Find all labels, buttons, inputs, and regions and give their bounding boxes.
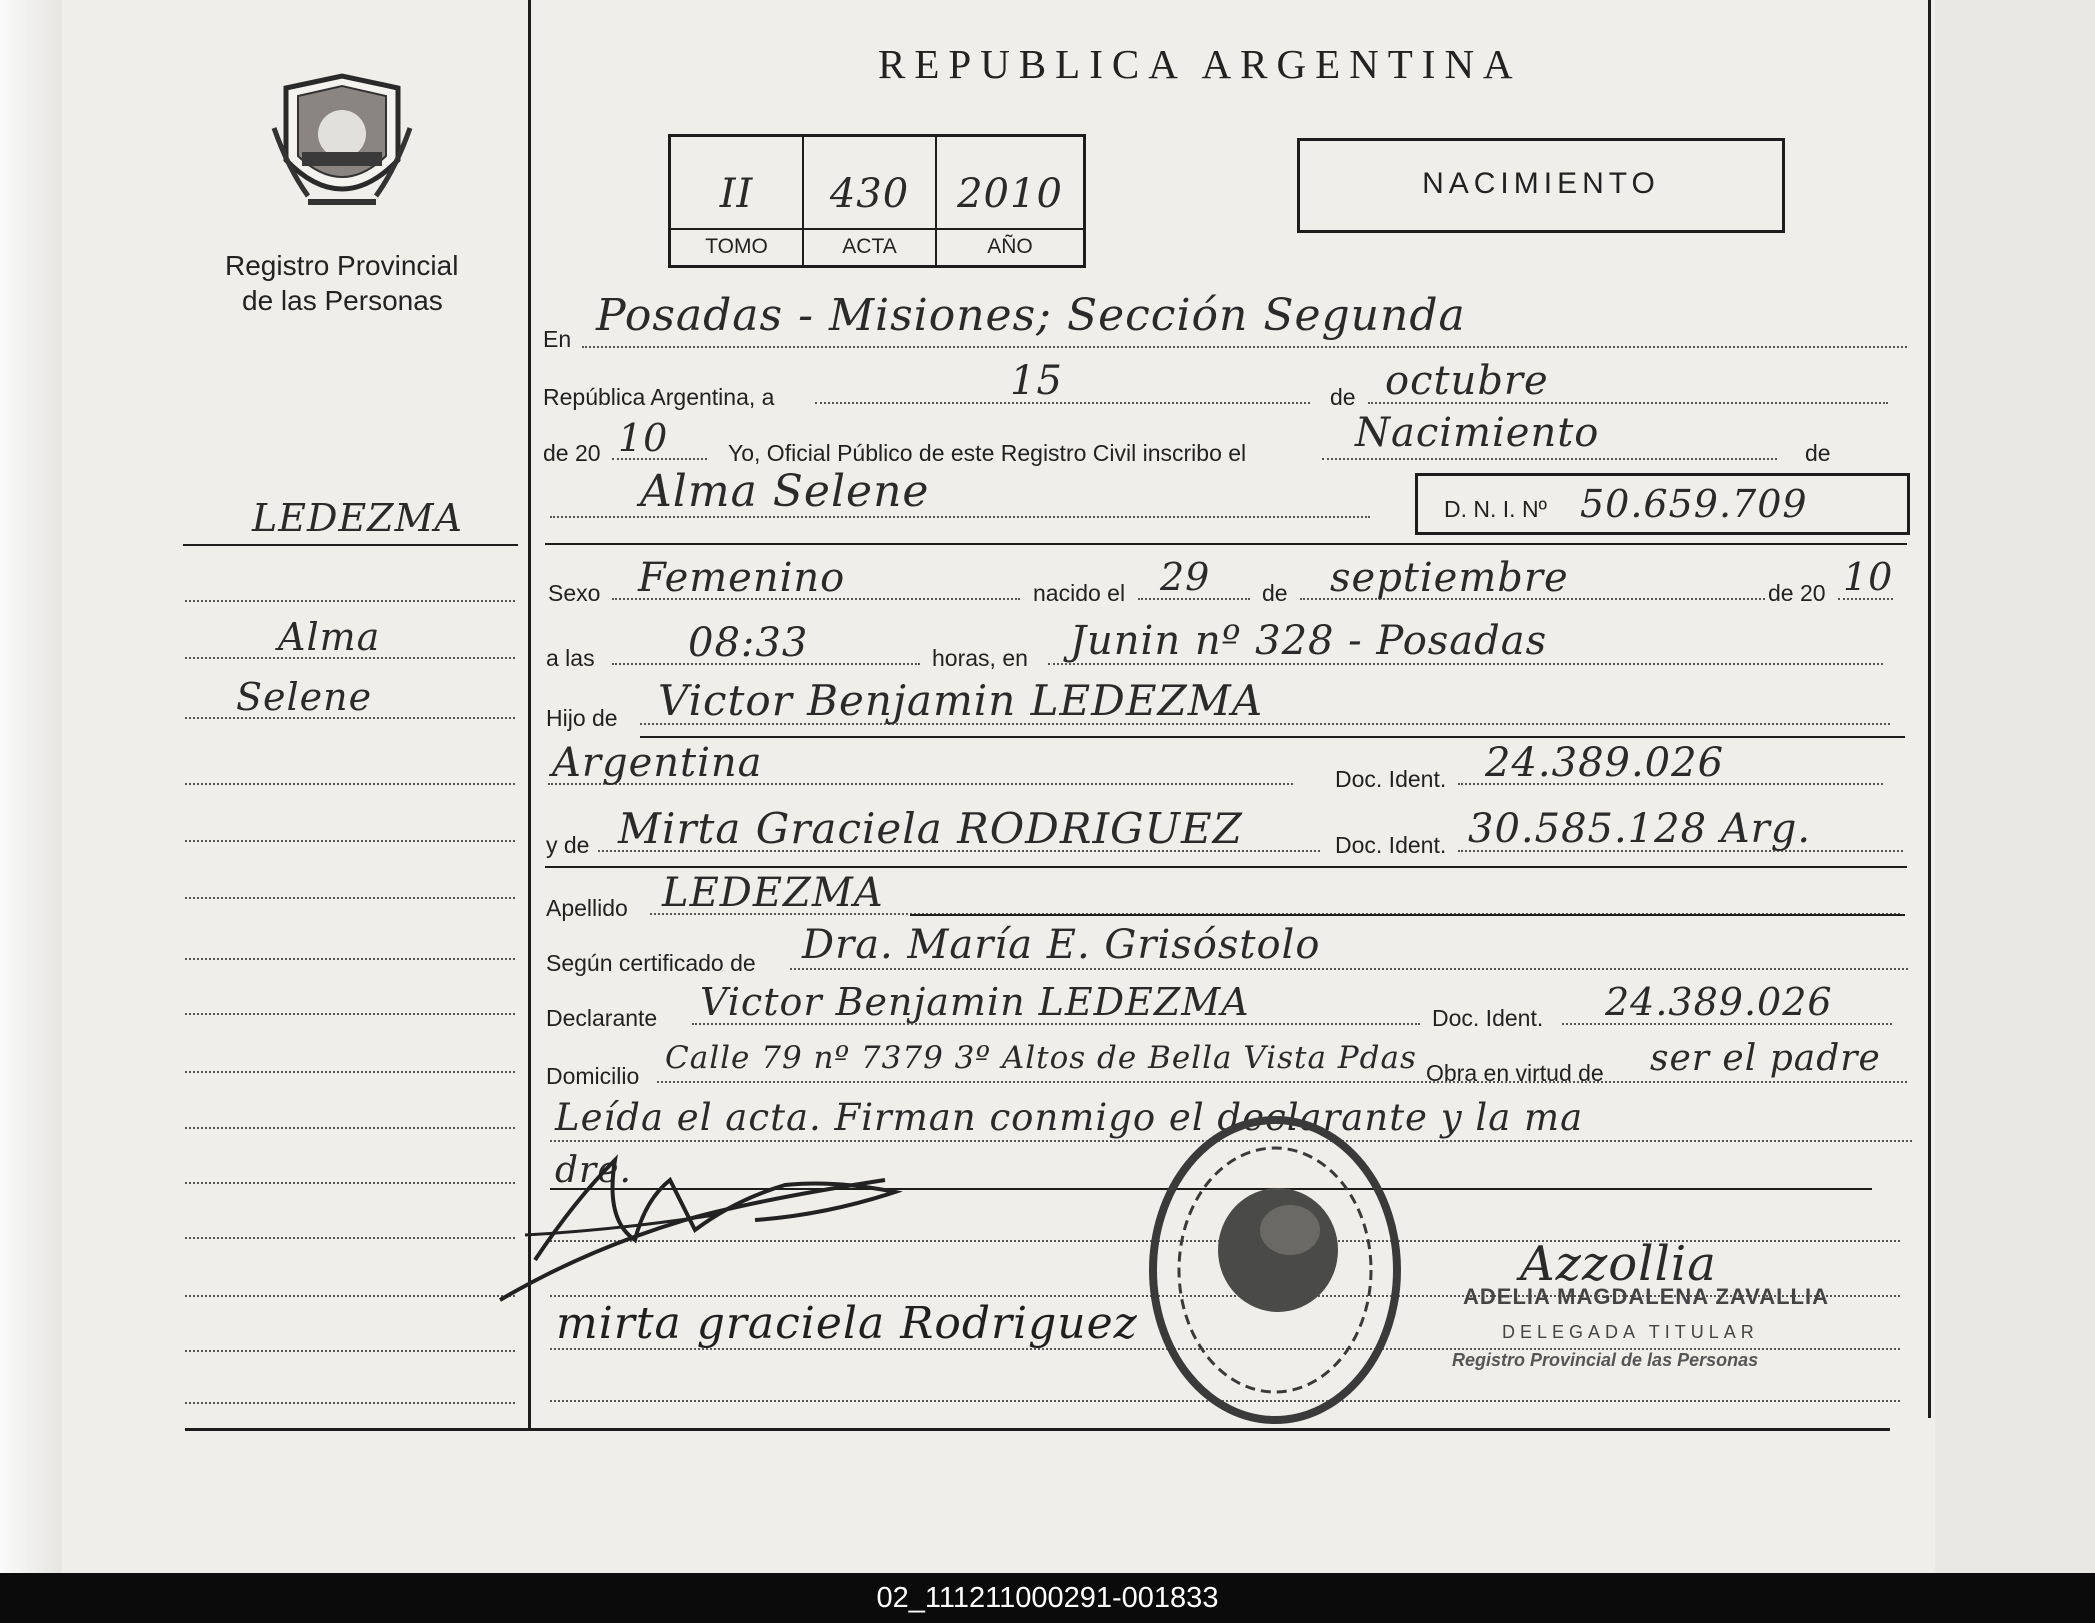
mother-value: Mirta Graciela RODRIGUEZ [618,804,1243,853]
margin-line [183,544,518,546]
time-value: 08:33 [688,620,809,666]
form-line [640,736,1905,738]
dni-label: D. N. I. Nº [1444,496,1547,522]
margin-line [185,1295,515,1297]
dni-value: 50.659.709 [1580,482,1808,526]
acta-label: ACTA [842,235,897,258]
document-type: NACIMIENTO [1422,167,1660,200]
de-label: de [1330,384,1356,410]
tomo-value: II [719,171,754,217]
hijo-label: Hijo de [546,705,618,731]
nacido-label: nacido el [1033,580,1126,606]
dni-box [1415,473,1910,535]
inscribe-value: Nacimiento [1355,410,1600,456]
sexo-label: Sexo [548,580,601,606]
birth-year-value: 10 [1843,555,1894,599]
form-line [657,1081,1907,1083]
document-type-box [1297,138,1785,233]
margin-line [185,600,515,602]
margin-line [185,1182,515,1184]
document-id-footer: 02_111211000291-001833 [0,1573,2095,1623]
form-line [545,866,1907,868]
doc3-label: Doc. Ident. [1432,1005,1544,1031]
record-box [668,134,1086,268]
father-doc-value: 24.389.026 [1485,740,1725,786]
year-prefix-label: de 20 [543,440,601,466]
margin-line [185,958,515,960]
yde-label: y de [546,832,590,858]
margin-line [185,1127,515,1129]
alas-label: a las [546,645,595,671]
form-line [790,968,1908,970]
doc2-label: Doc. Ident. [1335,832,1447,858]
mother-doc-value: 30.585.128 Arg. [1468,806,1812,852]
closing-line-a: Leída el acta. Firman conmigo el declarante y la ma [555,1096,1584,1139]
form-line [582,346,1907,348]
bottom-border [185,1428,1890,1431]
segun-label: Según certificado de [546,950,756,976]
obra-label: Obra en virtud de [1426,1060,1604,1086]
margin-name1: Alma [278,615,381,659]
obra-value: ser el padre [1650,1038,1881,1079]
segun-value: Dra. María E. Grisóstolo [802,922,1321,968]
place-value: Posadas - Misiones; Sección Segunda [596,290,1466,341]
form-line [1322,458,1777,460]
province-seal-icon [268,68,416,220]
margin-line [185,840,515,842]
registry-name-line1: Registro Provincial [225,250,459,281]
page-gutter [0,0,62,1573]
birth-month-value: septiembre [1330,555,1569,601]
declarant-signature [495,1140,905,1310]
republica-label: República Argentina, a [543,384,775,410]
margin-line [185,1402,515,1404]
margin-line [185,783,515,785]
declarante-label: Declarante [546,1005,658,1031]
declarante-doc-value: 24.389.026 [1605,980,1833,1024]
province-seal [268,68,416,220]
margin-line [185,1237,515,1239]
sexo-value: Femenino [638,555,846,601]
de2-label: de [1805,440,1831,466]
birth-place-value: Junin nº 328 - Posadas [1070,618,1548,664]
closing-line-b: dre. [555,1150,633,1191]
section-line [545,543,1907,545]
declarante-value: Victor Benjamin LEDEZMA [700,980,1250,1024]
official-stamp [1140,1110,1410,1430]
yo-label: Yo, Oficial Público de este Registro Civil inscribo el [728,440,1247,466]
father-nationality-value: Argentina [552,740,763,786]
official-organization: Registro Provincial de las Personas [1452,1350,1759,1370]
margin-line [185,1013,515,1015]
tomo-label: TOMO [705,235,768,258]
mother-signature: mirta graciela Rodriguez [556,1298,1138,1349]
de20-label: de 20 [1768,580,1826,606]
father-value: Victor Benjamin LEDEZMA [658,676,1264,725]
official-name: ADELIA MAGDALENA ZAVALLIA [1463,1284,1829,1309]
form-line [910,914,1905,916]
margin-line [185,1071,515,1073]
birth-day-value: 29 [1160,555,1211,599]
apellido-value: LEDEZMA [662,870,884,916]
doc1-label: Doc. Ident. [1335,766,1447,792]
day-value: 15 [1010,358,1063,404]
apellido-label: Apellido [546,895,628,921]
official-signature: Azzollia [1520,1236,1717,1292]
page-edge [1935,0,2095,1573]
right-border [1928,0,1931,1418]
ano-label: AÑO [987,235,1033,258]
margin-line [185,897,515,899]
margin-name2: Selene [236,675,373,719]
acta-value: 430 [829,171,910,217]
country-title: REPUBLICA ARGENTINA [878,41,1522,87]
de3-label: de [1262,580,1288,606]
horas-label: horas, en [932,645,1028,671]
month-value: octubre [1385,358,1549,404]
margin-line [185,1350,515,1352]
registry-name-line2: de las Personas [242,285,443,316]
margin-surname: LEDEZMA [252,496,463,540]
en-label: En [543,326,572,352]
official-title: DELEGADA TITULAR [1502,1322,1759,1342]
year-suffix-value: 10 [618,416,669,460]
ano-value: 2010 [957,171,1063,217]
child-name-value: Alma Selene [640,466,930,517]
domicilio-value: Calle 79 nº 7379 3º Altos de Bella Vista Pdas [665,1040,1417,1076]
domicilio-label: Domicilio [546,1063,640,1089]
